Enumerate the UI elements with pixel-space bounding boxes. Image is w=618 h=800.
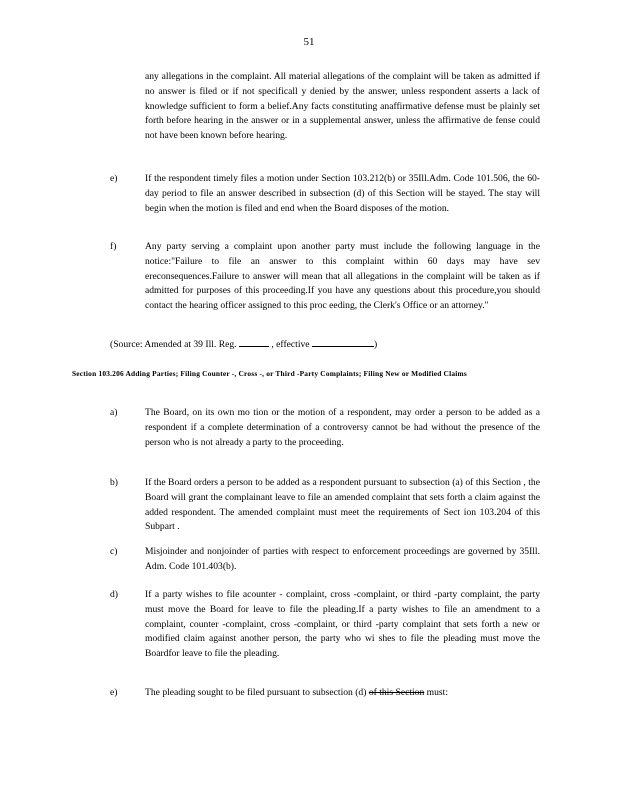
source-note-prefix: (Source: Amended at 39 Ill. Reg. xyxy=(110,339,237,350)
source-blank-effective xyxy=(312,337,374,347)
source-blank-reg xyxy=(239,337,269,347)
item-label-f: f) xyxy=(110,241,117,252)
item-e-text-after: must: xyxy=(426,687,448,698)
item-text-a: The Board, on its own mo tion or the motion of a respondent, may order a person to be added as a respondent if a complete determination of a controversy cannot be had without the presence of the person who is not already a party to the proceeding. xyxy=(145,407,540,448)
item-label-c: c) xyxy=(110,546,118,557)
item-text-e-top: If the respondent timely files a motion under Section 103.212(b) or 35Ill.Adm. Code 101.506, the 60-day period to file an answer described in subsection (d) of this Section will be stayed. The stay will begin when the motion is filed and end when the Board disposes of the motion. xyxy=(145,173,540,214)
item-label-e-bottom: e) xyxy=(110,687,118,698)
item-text-b: If the Board orders a person to be added as a respondent pursuant to subsection (a) of this Section , the Board will grant the complainant leave to file an amended complaint that sets forth a claim against the added respondent. The amended complaint must meet the requirements of Sect ion 103.204 of this Subpart . xyxy=(145,477,540,533)
continuation-paragraph: any allegations in the complaint. All material allegations of the complaint will be taken as admitted if no answer is filed or if not specificall y denied by the answer, unless respondent asserts a lack of knowledge sufficient to form a belief.Any facts constituting anaffirmative defense must be plainly set forth before hearing in the answer or in a supplemental answer, unless the affirmative de fense could not have been known before hearing. xyxy=(145,71,540,142)
item-text-f: Any party serving a complaint upon another party must include the following language in the notice:"Failure to file an answer to this complaint within 60 days may have sev ereconsequences.Failure to answer will mean that all allegations in the complaint will be taken as if admitted for purposes of this proceeding.If you have any questions about this procedure,you should contact the hearing officer assigned to this proc eeding, the Clerk's Office or an attorney." xyxy=(145,241,540,312)
page-number: 51 xyxy=(303,36,315,48)
struck-text: of this Section xyxy=(368,687,425,698)
source-note-middle: , effective xyxy=(271,339,310,350)
item-label-e-top: e) xyxy=(110,173,118,184)
item-e-text-before: The pleading sought to be filed pursuant to subsection (d) xyxy=(145,687,367,698)
item-text-e-bottom xyxy=(145,686,540,701)
item-label-d: d) xyxy=(110,589,118,600)
source-note-suffix: ) xyxy=(373,339,378,350)
item-text-d: If a party wishes to file acounter - complaint, cross -complaint, or third -party complaint, the party must move the Board for leave to file the pleading.If a party wishes to file an amendment to a complaint, counter -complaint, cross -complaint, or third -party complaint that sets forth a new or modified claim against another person, the party who wi shes to file the pleading must move the Boardfor leave to file the pleading. xyxy=(145,589,540,660)
item-text-c: Misjoinder and nonjoinder of parties with respect to enforcement proceedings are governed by 35Ill. Adm. Code 101.403(b). xyxy=(145,546,540,572)
source-note xyxy=(110,337,377,353)
section-heading: Section 103.206 Adding Parties; Filing Counter -, Cross -, or Third -Party Complaints; Filing New or Modified Claims xyxy=(72,369,467,378)
item-label-a: a) xyxy=(110,407,118,418)
item-label-b: b) xyxy=(110,477,118,488)
